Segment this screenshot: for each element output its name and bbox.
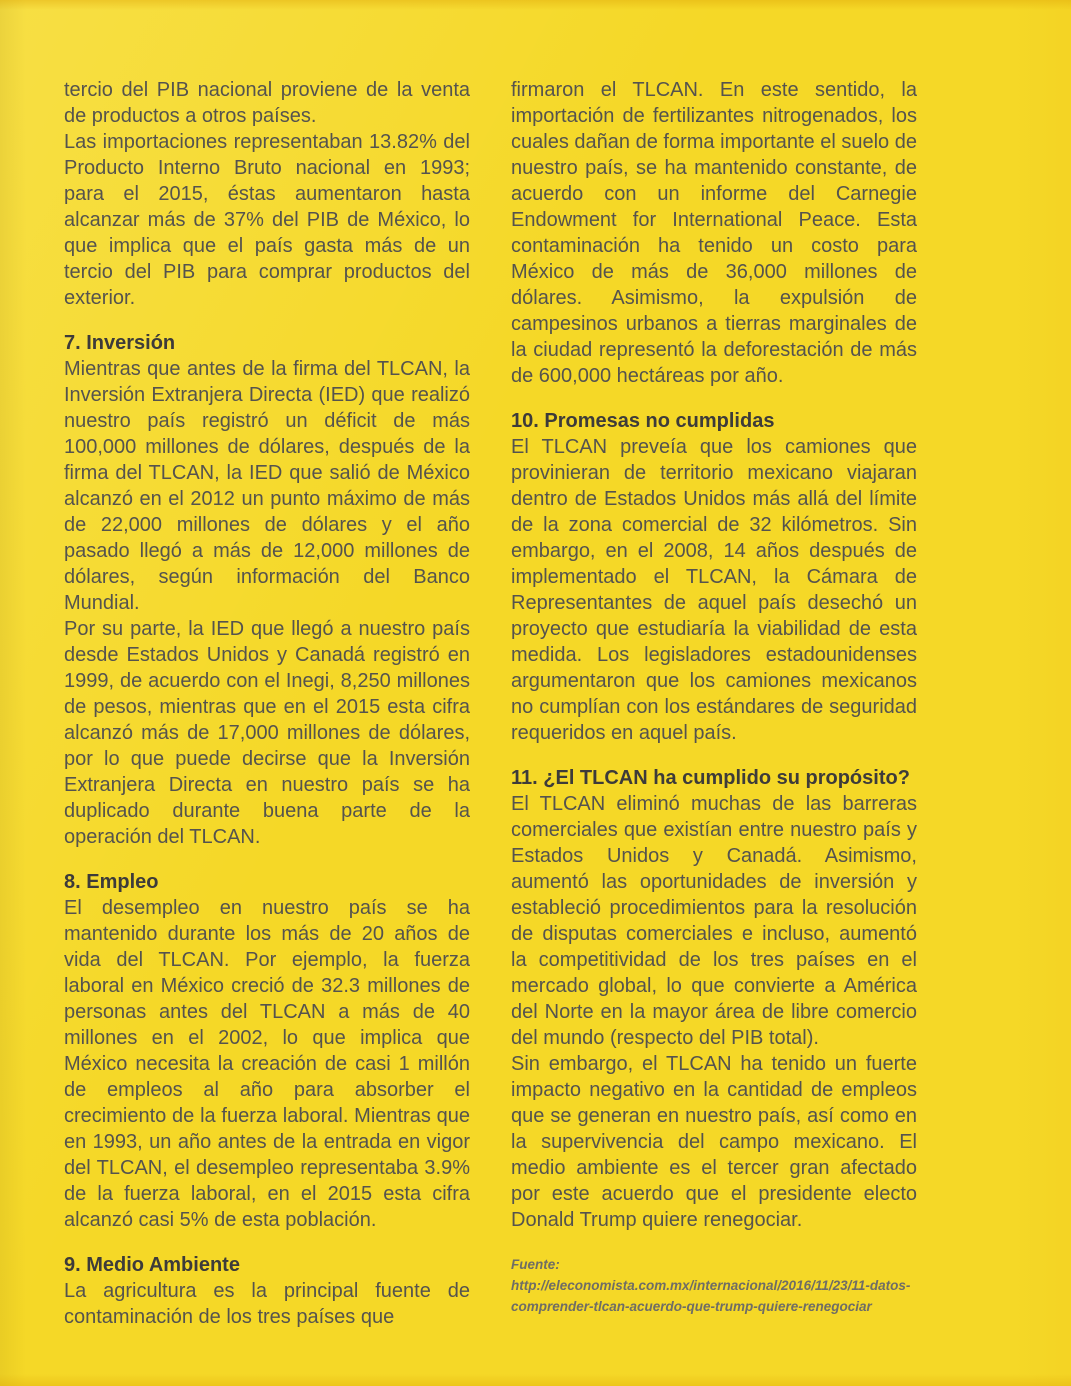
section-heading-inversion: 7. Inversión <box>64 332 176 354</box>
paragraph-empleo: El desempleo en nuestro país se ha mantenido durante los más de 20 años de vida del TLCAN. Por ejemplo, la fuerza laboral en México creció de 32.3 millones de personas antes del TLCAN a más de 40 millones en el 2002, lo que implica que México necesita la creación de casi 1 millón de empleos al año para absorber el crecimiento de la fuerza laboral. Mientras que en 1993, un año antes de la entrada en vigor del TLCAN, el desempleo representaba 3.9% de la fuerza laboral, en el 2015 esta cifra alcanzó casi 5% de esta población. <box>64 897 470 1231</box>
paragraph-inversion-inegi: Por su parte, la IED que llegó a nuestro país desde Estados Unidos y Canadá registró en 1999, de acuerdo con el Inegi, 8,250 millones de pesos, mientras que en el 2015 esta cifra alcanzó más de 17,000 millones de dólares, por lo que puede decirse que la Inversión Extranjera Directa en nuestro país se ha duplicado durante buena parte de la operación del TLCAN. <box>64 618 470 848</box>
right-column <box>511 77 917 1317</box>
section-heading-empleo: 8. Empleo <box>64 871 159 893</box>
section-heading-promesas: 10. Promesas no cumplidas <box>511 410 775 432</box>
section-heading-medio-ambiente: 9. Medio Ambiente <box>64 1254 240 1276</box>
paragraph-medio-ambiente-start: La agricultura es la principal fuente de contaminación de los tres países que <box>64 1280 470 1328</box>
section-heading-proposito: 11. ¿El TLCAN ha cumplido su propósito? <box>511 767 910 789</box>
paragraph-proposito-impacto: Sin embargo, el TLCAN ha tenido un fuerte impacto negativo en la cantidad de empleos que se generan en nuestro país, así como en la supervivencia del campo mexicano. El medio ambiente es el tercer gran afectado por este acuerdo que el presidente electo Donald Trump quiere renegociar. <box>511 1053 917 1231</box>
source-citation: Fuente: http://eleconomista.com.mx/internacional/2016/11/23/11-datos-comprender-tlcan-acuerdo-que-trump-quiere-renegociar <box>511 1257 911 1314</box>
paragraph-inversion-ied: Mientras que antes de la firma del TLCAN, la Inversión Extranjera Directa (IED) que realizó nuestro país registró un déficit de más 100,000 millones de dólares, después de la firma del TLCAN, la IED que salió de México alcanzó en el 2012 un punto máximo de más de 22,000 millones de dólares y el año pasado llegó a más de 12,000 millones de dólares, según información del Banco Mundial. <box>64 358 470 614</box>
paragraph-proposito-logros: El TLCAN eliminó muchas de las barreras comerciales que existían entre nuestro país y Estados Unidos y Canadá. Asimismo, aumentó las oportunidades de inversión y estableció procedimientos para la resolución de disputas comerciales e incluso, aumentó la competitividad de los tres países en el mercado global, lo que convierte a América del Norte en la mayor área de libre comercio del mundo (respecto del PIB total). <box>511 793 917 1049</box>
paragraph-imports: Las importaciones representaban 13.82% del Producto Interno Bruto nacional en 1993; para el 2015, éstas aumentaron hasta alcanzar más de 37% del PIB de México, lo que implica que el país gasta más de un tercio del PIB para comprar productos del exterior. <box>64 131 470 309</box>
left-column <box>64 77 470 1330</box>
paragraph-exports-continuation: tercio del PIB nacional proviene de la venta de productos a otros países. <box>64 79 470 127</box>
paragraph-promesas: El TLCAN preveía que los camiones que provinieran de territorio mexicano viajaran dentro de Estados Unidos más allá del límite de la zona comercial de 32 kilómetros. Sin embargo, en el 2008, 14 años después de implementado el TLCAN, la Cámara de Representantes de aquel país desechó un proyecto que estudiaría la viabilidad de esta medida. Los legisladores estadounidenses argumentaron que los camiones mexicanos no cumplían con los estándares de seguridad requeridos en aquel país. <box>511 436 917 744</box>
paragraph-medio-ambiente-continuation: firmaron el TLCAN. En este sentido, la importación de fertilizantes nitrogenados, los cuales dañan de forma importante el suelo de nuestro país, se ha mantenido constante, de acuerdo con un informe del Carnegie Endowment for International Peace. Esta contaminación ha tenido un costo para México de más de 36,000 millones de dólares. Asimismo, la expulsión de campesinos urbanos a tierras marginales de la ciudad representó la deforestación de más de 600,000 hectáreas por año. <box>511 79 917 387</box>
